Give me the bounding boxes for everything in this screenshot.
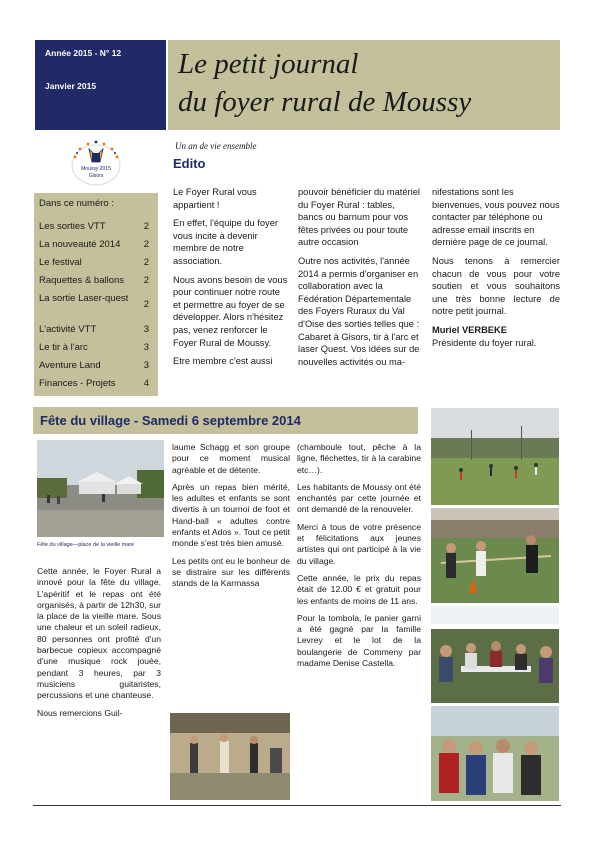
issue-number: Année 2015 - N° 12 [45, 48, 122, 58]
edito-paragraph: En effet, l'équipe du foyer vous incite à devenir membre de notre association. [173, 218, 278, 266]
fete-paragraph: Nous remercions Guil- [37, 707, 123, 718]
masthead-title-line1: Le petit journal [178, 48, 359, 80]
fete-column-1 [37, 566, 161, 725]
toc-item-label: Finances - Projets [39, 378, 116, 389]
toc-item-page: 2 [143, 221, 149, 232]
signature-role: Présidente du foyer rural. [432, 337, 537, 348]
toc-item-page: 4 [143, 378, 149, 389]
fete-paragraph: (chamboule tout, pêche à la ligne, fléchettes, tir à la carabine etc…). [297, 442, 421, 475]
edito-paragraph: Le Foyer Rural vous appartient ! [173, 187, 257, 210]
edito-subtitle: Un an de vie ensemble [175, 141, 257, 151]
toc-item-label: Les sorties VTT [39, 221, 106, 232]
toc-item-page: 2 [143, 299, 149, 310]
logo-text-bottom: Gisors [88, 173, 104, 179]
signature-name: Muriel VERBEKE [432, 324, 507, 335]
edito-paragraph: Outre nos activités, l'année 2014 a permis d'organiser en collaboration avec la Fédération Départementale des Foyers Ruraux du Val d'Oise des sorties telles que : Cabaret à Gisors, tir à l'arc et laser Quest. Vos idées sur de nouvelles activités ou ma- [298, 255, 420, 367]
edito-paragraph: Nous avons besoin de vous pour continuer notre route et permettre au foyer de se développer. Alors n'hésitez pas, venez renforcer le Foyer Rural de Moussy. [173, 274, 288, 348]
table-of-contents [34, 193, 158, 396]
toc-item-page: 2 [143, 239, 149, 250]
fete-paragraph: Les petits ont eu le bonheur de se distraire sur les différents stands de la Karmassa [172, 555, 291, 589]
toc-item-page: 3 [143, 324, 149, 335]
fete-paragraph: Pour la tombola, le panier garni a été gagné par la famille Levrey et le lot de la boulangerie de Commeny par madame Denise Castella. [297, 612, 421, 669]
toc-item-label: L'activité VTT [39, 324, 97, 335]
fete-paragraph: Les habitants de Moussy ont été enchantés par cette journée et ont demandé de la renouveler. [297, 481, 421, 515]
toc-item-label: Raquettes & ballons [39, 275, 125, 286]
edito-paragraph: pouvoir bénéficier du matériel du Foyer Rural : tables, bancs ou barnum pour vos fêtes privées ou pour toute autre occasion [298, 187, 420, 248]
masthead [168, 40, 560, 130]
group-photo [431, 706, 559, 801]
toc-item-page: 3 [143, 360, 149, 371]
edito-paragraph: Nous tenons à remercier chacun de vous pour votre soutien et vous souhaitons une très bonne lecture de notre petit journal. [432, 255, 560, 317]
toc-item-label: Aventure Land [39, 360, 101, 371]
fete-paragraph: Cette année, le Foyer Rural a innové pour la fête du village. L'apéritif et le repas ont été organisés, à partir de 12h30, sur la place de la vieille mare. Sous une chaleur et un soleil radieux, 80 personnes ont profité d'un barbecue copieux accompagné d'une musique rock jouée, pendant 3 heures, par 3 musiciens guitaristes, percussions et une chanteuse. [37, 566, 161, 701]
toc-item-label: Le festival [39, 257, 82, 268]
edito-column-2 [298, 186, 422, 398]
toc-item-page: 3 [143, 342, 149, 353]
toc-item-label: La sortie Laser-quest [39, 293, 129, 304]
toc-item-label: La nouveauté 2014 [39, 239, 121, 250]
edito-paragraph: nifestations sont les bienvenues, vous pouvez nous contacter par téléphone ou adresse email inscrits en dernière page de ce journal. [432, 187, 560, 248]
village-square-photo [37, 440, 164, 537]
logo-text-top: Moussy 2015 [81, 166, 111, 172]
edito-title: Edito [173, 156, 206, 171]
fete-title: Fête du village - Samedi 6 septembre 2014 [40, 413, 301, 428]
fete-paragraph: Cette année, le prix du repas était de 12.00 € et gratuit pour les enfants de moins de 11 ans. [297, 572, 421, 606]
fete-column-2 [172, 442, 290, 596]
village-meal-photo [431, 606, 559, 703]
football-match-photo [431, 408, 559, 505]
edito-column-3 [432, 186, 560, 349]
issue-date: Janvier 2015 [45, 81, 97, 91]
tug-of-war-photo [431, 508, 559, 603]
issue-box [35, 40, 166, 130]
band-photo [170, 713, 290, 800]
fete-paragraph: laume Schagg et son groupe pour ce moment musical agréable et de détente. [172, 442, 290, 475]
section-header-band [33, 407, 418, 434]
foyer-rural-logo [67, 137, 125, 189]
fete-paragraph: Merci à tous de votre présence et félicitations aux jeunes artistes qui ont participé à la vie du village. [297, 521, 421, 566]
footer-rule [33, 805, 561, 806]
toc-item-page: 2 [143, 275, 149, 286]
toc-item-label: Le tir à l'arc [39, 342, 88, 353]
toc-heading: Dans ce numéro : [39, 198, 114, 209]
fete-paragraph: Après un repas bien mérité, les adultes et enfants se sont divertis à un tournoi de foot et Hand-ball « adultes contre enfants et Ados ». Tout ce petit monde s'est très bien amusé. [172, 481, 290, 549]
photo-caption: Fête du village—place de la vieille mare [37, 542, 135, 548]
toc-item-page: 2 [143, 257, 149, 268]
masthead-title-line2: du foyer rural de Moussy [178, 86, 472, 118]
fete-column-3 [297, 442, 421, 675]
edito-column-1 [173, 186, 288, 398]
edito-paragraph: Etre membre c'est aussi [173, 356, 273, 367]
